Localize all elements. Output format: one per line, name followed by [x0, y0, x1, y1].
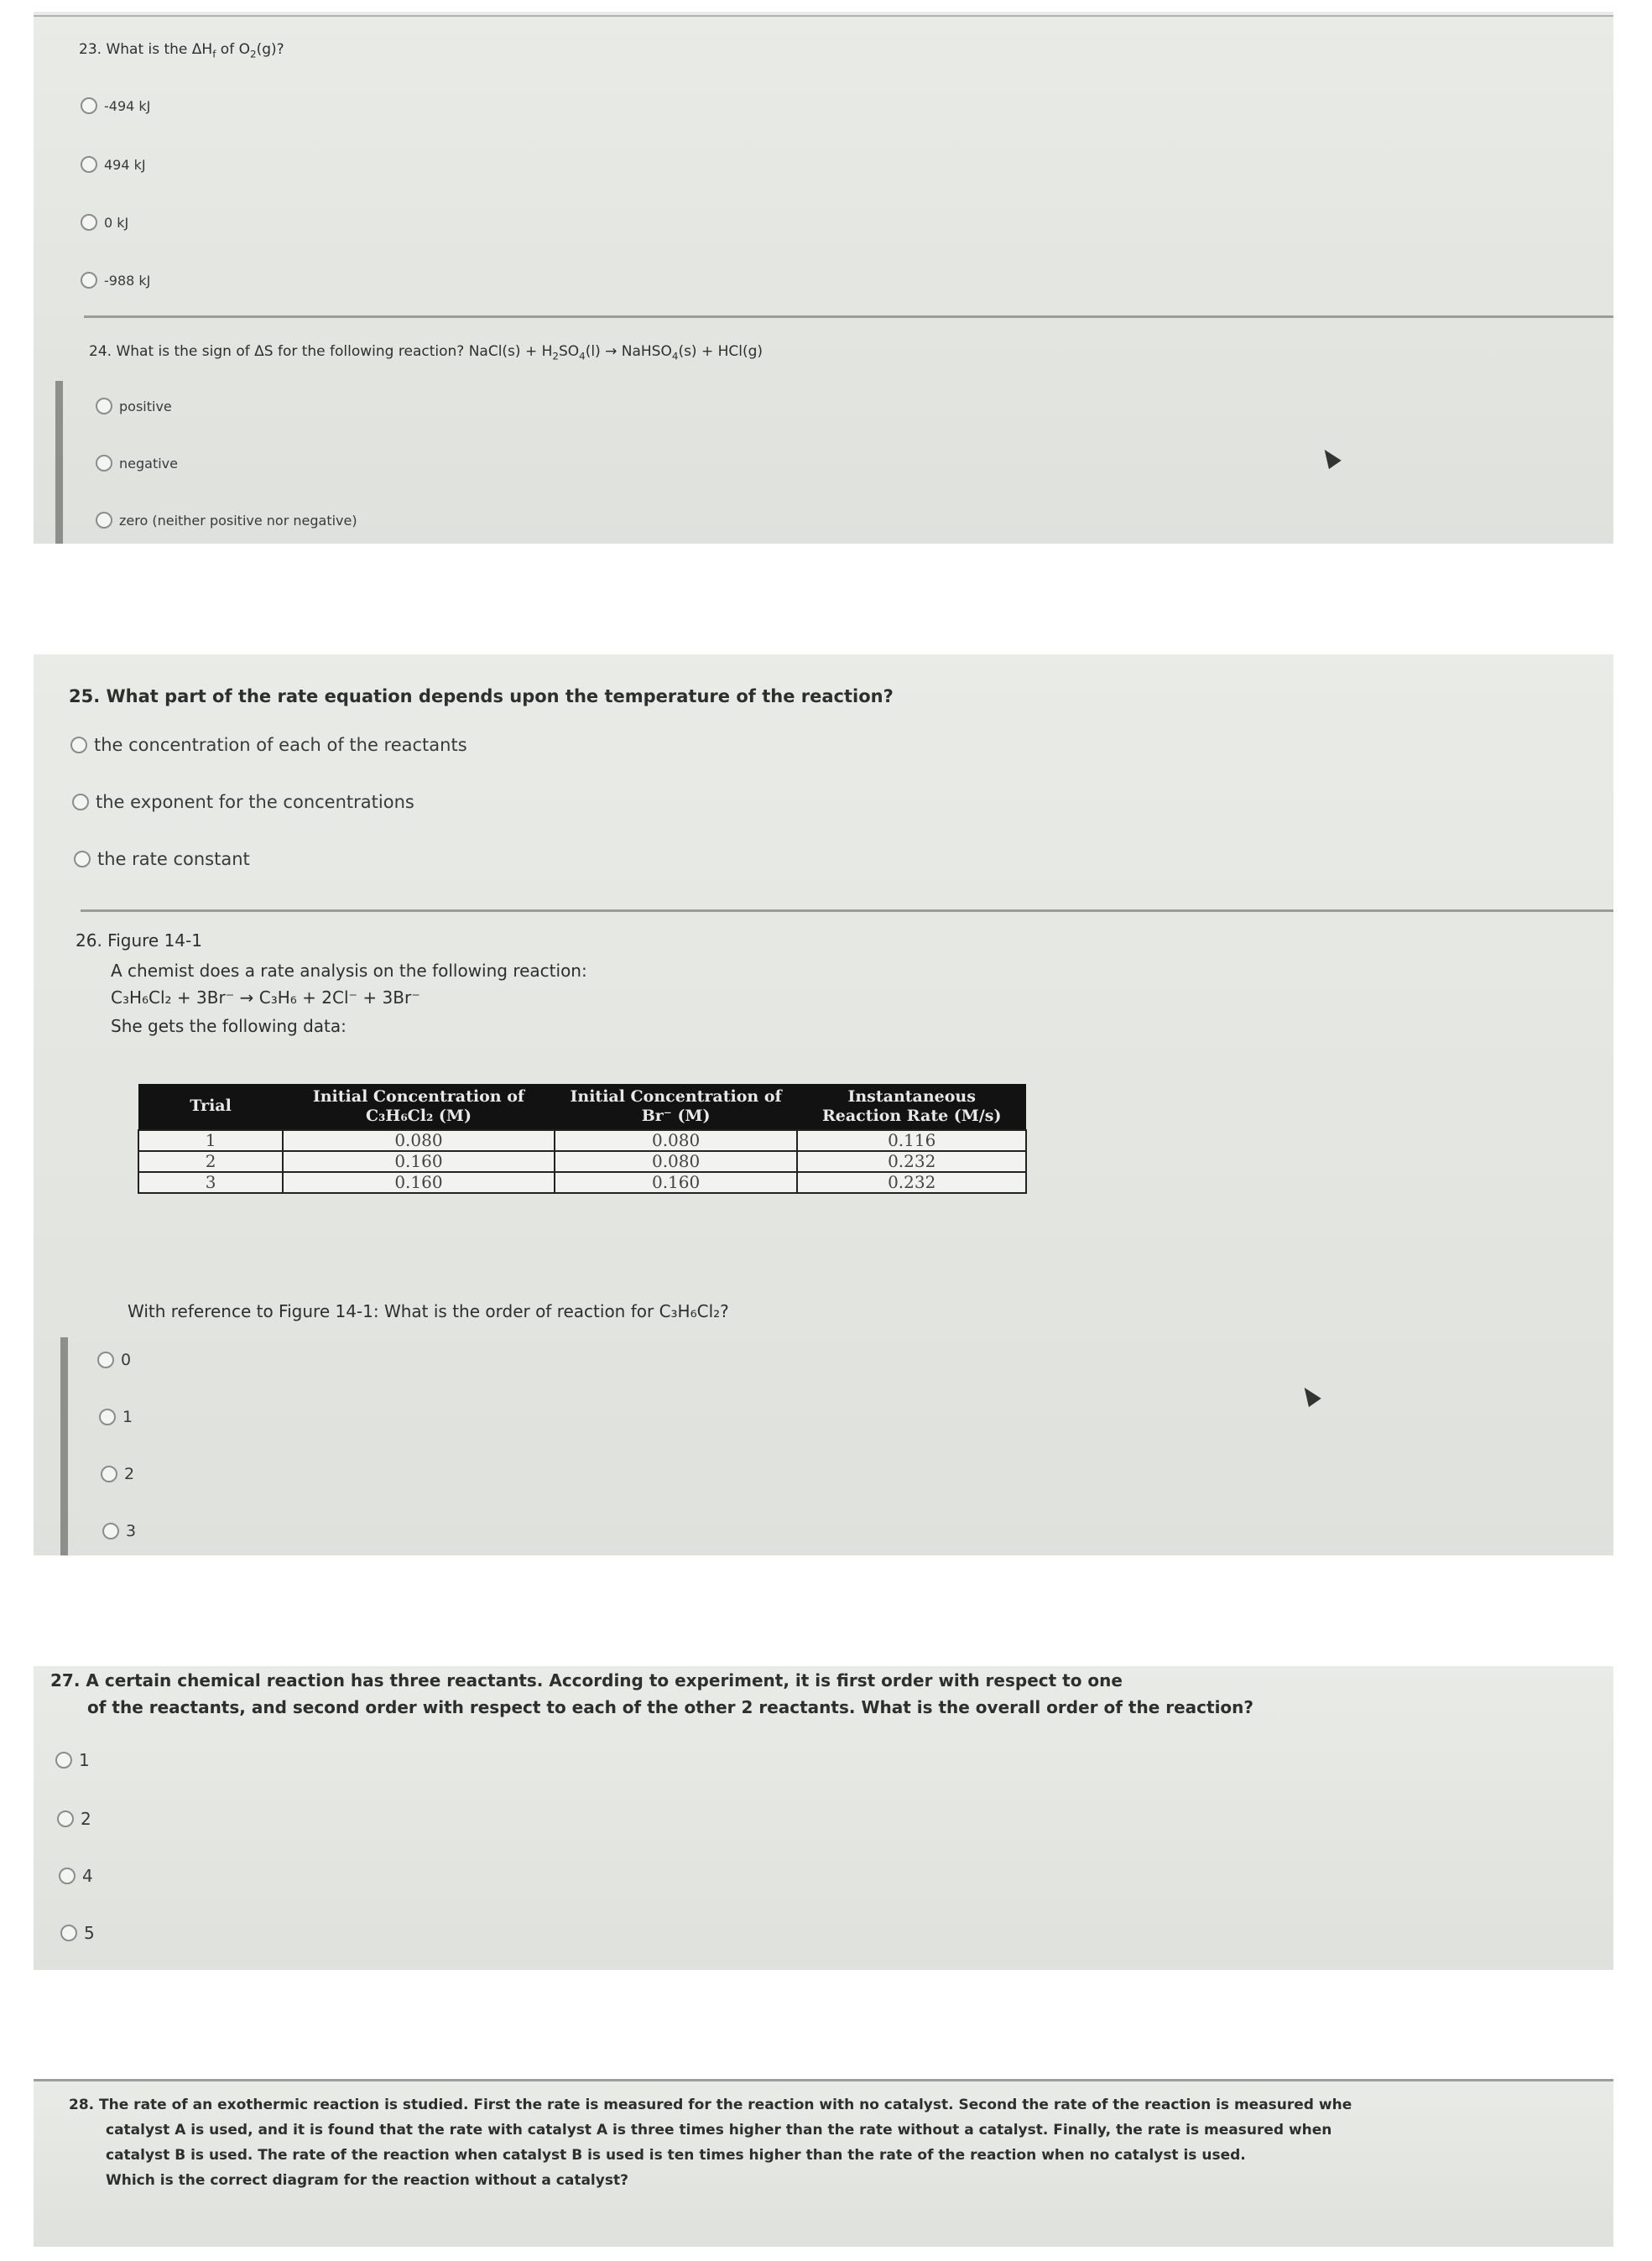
- question-28-line-3: catalyst B is used. The rate of the reaction when catalyst B is used is ten times higher than the rate of the reaction when no catalyst is used.: [106, 2147, 1246, 2164]
- q24-option-1[interactable]: [96, 398, 172, 414]
- radio-icon[interactable]: [96, 512, 112, 529]
- table-cell: 0.160: [283, 1151, 555, 1172]
- q23-option-1[interactable]: [81, 97, 150, 114]
- option-label: 3: [126, 1522, 137, 1540]
- q27-option-3[interactable]: [59, 1866, 93, 1886]
- q26-option-4[interactable]: [102, 1522, 136, 1540]
- divider: [34, 2079, 1613, 2081]
- option-label: negative: [119, 455, 178, 471]
- q23-mid: of O: [216, 41, 250, 58]
- table-cell: 2: [138, 1151, 283, 1172]
- column-header-br: Initial Concentration of Br⁻ (M): [555, 1084, 798, 1130]
- option-label: 494 kJ: [104, 156, 146, 173]
- option-label: 1: [122, 1408, 133, 1426]
- divider: [81, 909, 1613, 912]
- q26-option-2[interactable]: [99, 1408, 133, 1426]
- option-label: 0: [121, 1351, 132, 1369]
- q25-option-3[interactable]: [74, 849, 250, 869]
- option-label: 1: [79, 1750, 90, 1770]
- table-row: [138, 1172, 1026, 1193]
- radio-icon[interactable]: [96, 455, 112, 471]
- q27-option-2[interactable]: [57, 1809, 91, 1829]
- q27-option-4[interactable]: [60, 1923, 95, 1943]
- radio-icon[interactable]: [57, 1810, 74, 1827]
- q24-option-2[interactable]: [96, 455, 178, 471]
- table-cell: 0.232: [797, 1172, 1026, 1193]
- q26-reaction: C₃H₆Cl₂ + 3Br⁻ → C₃H₆ + 2Cl⁻ + 3Br⁻: [111, 987, 420, 1008]
- table-cell: 0.160: [555, 1172, 798, 1193]
- question-23-text: [79, 40, 284, 60]
- option-label: the concentration of each of the reactants: [94, 735, 467, 755]
- q23-option-2[interactable]: [81, 156, 146, 173]
- table-cell: 0.080: [283, 1130, 555, 1151]
- table-header-row: [138, 1084, 1026, 1130]
- option-label: -494 kJ: [104, 97, 151, 114]
- q24-lead: 24. What is the sign of ΔS for the following reaction? NaCl(s) + H: [89, 343, 553, 360]
- q23-option-3[interactable]: [81, 214, 128, 231]
- radio-icon[interactable]: [81, 97, 97, 114]
- table-row: [138, 1130, 1026, 1151]
- q25-option-1[interactable]: [70, 735, 467, 755]
- divider: [84, 315, 1613, 318]
- option-label: the rate constant: [97, 849, 250, 869]
- table-cell: 3: [138, 1172, 283, 1193]
- question-28-line-2: catalyst A is used, and it is found that the rate with catalyst A is three times higher than the rate without a catalyst. Finally, the rate is measured when: [106, 2122, 1332, 2139]
- question-panel-25-26: [34, 654, 1613, 1555]
- q24-sub: 4: [579, 350, 586, 362]
- divider: [34, 15, 1613, 17]
- q24-sub: 4: [671, 350, 679, 362]
- q24-end: (s) + HCl(g): [678, 343, 763, 360]
- radio-icon[interactable]: [72, 794, 89, 810]
- table-cell: 0.080: [555, 1130, 798, 1151]
- column-header-c3h6cl2: Initial Concentration of C₃H₆Cl₂ (M): [283, 1084, 555, 1130]
- q23-option-4[interactable]: [81, 272, 150, 289]
- radio-icon[interactable]: [101, 1466, 117, 1482]
- column-header-trial: Trial: [138, 1084, 283, 1130]
- radio-icon[interactable]: [99, 1409, 116, 1425]
- question-26-text: With reference to Figure 14-1: What is the order of reaction for C₃H₆Cl₂?: [128, 1301, 729, 1321]
- option-label: positive: [119, 398, 172, 414]
- table-cell: 0.160: [283, 1172, 555, 1193]
- radio-icon[interactable]: [81, 156, 97, 173]
- q24-option-3[interactable]: [96, 512, 357, 529]
- question-25-text: 25. What part of the rate equation depends upon the temperature of the reaction?: [69, 686, 894, 706]
- q23-end: (g)?: [256, 41, 284, 58]
- option-label: zero (neither positive nor negative): [119, 512, 357, 529]
- q25-option-2[interactable]: [72, 792, 414, 812]
- question-28-line-4: Which is the correct diagram for the reaction without a catalyst?: [106, 2172, 628, 2189]
- q26-intro: A chemist does a rate analysis on the following reaction:: [111, 961, 587, 981]
- q26-option-3[interactable]: [101, 1465, 134, 1483]
- table-cell: 0.232: [797, 1151, 1026, 1172]
- question-focus-bar: [60, 1337, 68, 1555]
- option-label: 4: [82, 1866, 93, 1886]
- question-panel-23-24: [34, 12, 1613, 544]
- radio-icon[interactable]: [81, 272, 97, 289]
- question-27-line-2: of the reactants, and second order with respect to each of the other 2 reactants. What is the overall order of the reaction?: [87, 1697, 1253, 1717]
- radio-icon[interactable]: [81, 214, 97, 231]
- table-cell: 0.080: [555, 1151, 798, 1172]
- table-cell: 1: [138, 1130, 283, 1151]
- question-panel-28: [34, 2079, 1613, 2247]
- question-28-line-1: 28. The rate of an exothermic reaction is studied. First the rate is measured for the reaction with no catalyst. Second the rate of the reaction is measured whe: [69, 2097, 1352, 2113]
- question-focus-bar: [55, 381, 63, 544]
- radio-icon[interactable]: [74, 851, 91, 867]
- q23-sub-2: 2: [249, 48, 257, 60]
- q24-mid: (l) → NaHSO: [585, 343, 672, 360]
- rate-data-table: [138, 1084, 1027, 1194]
- q26-option-1[interactable]: [97, 1351, 131, 1369]
- q24-sub: 2: [552, 350, 559, 362]
- option-label: the exponent for the concentrations: [96, 792, 414, 812]
- q24-mid: SO: [558, 343, 580, 360]
- question-panel-27: [34, 1666, 1613, 1970]
- q27-option-1[interactable]: [55, 1750, 90, 1770]
- radio-icon[interactable]: [102, 1523, 119, 1539]
- mouse-cursor-icon: [1298, 1383, 1321, 1407]
- question-27-line-1: 27. A certain chemical reaction has three reactants. According to experiment, it is first order with respect to one: [50, 1670, 1123, 1691]
- q26-data-intro: She gets the following data:: [111, 1016, 347, 1036]
- question-24-text: [89, 342, 763, 362]
- table-cell: 0.116: [797, 1130, 1026, 1151]
- radio-icon[interactable]: [96, 398, 112, 414]
- radio-icon[interactable]: [60, 1925, 77, 1941]
- column-header-rate: Instantaneous Reaction Rate (M/s): [797, 1084, 1026, 1130]
- option-label: 5: [84, 1923, 95, 1943]
- option-label: 2: [81, 1809, 91, 1829]
- radio-icon[interactable]: [59, 1868, 76, 1884]
- table-row: [138, 1151, 1026, 1172]
- mouse-cursor-icon: [1318, 445, 1341, 469]
- option-label: -988 kJ: [104, 272, 151, 289]
- q23-lead: 23. What is the ΔH: [79, 41, 213, 58]
- q23-sub-f: f: [212, 48, 216, 60]
- radio-icon[interactable]: [97, 1352, 114, 1368]
- radio-icon[interactable]: [55, 1752, 72, 1769]
- figure-label: 26. Figure 14-1: [76, 930, 202, 951]
- option-label: 0 kJ: [104, 214, 129, 231]
- option-label: 2: [124, 1465, 135, 1483]
- radio-icon[interactable]: [70, 737, 87, 753]
